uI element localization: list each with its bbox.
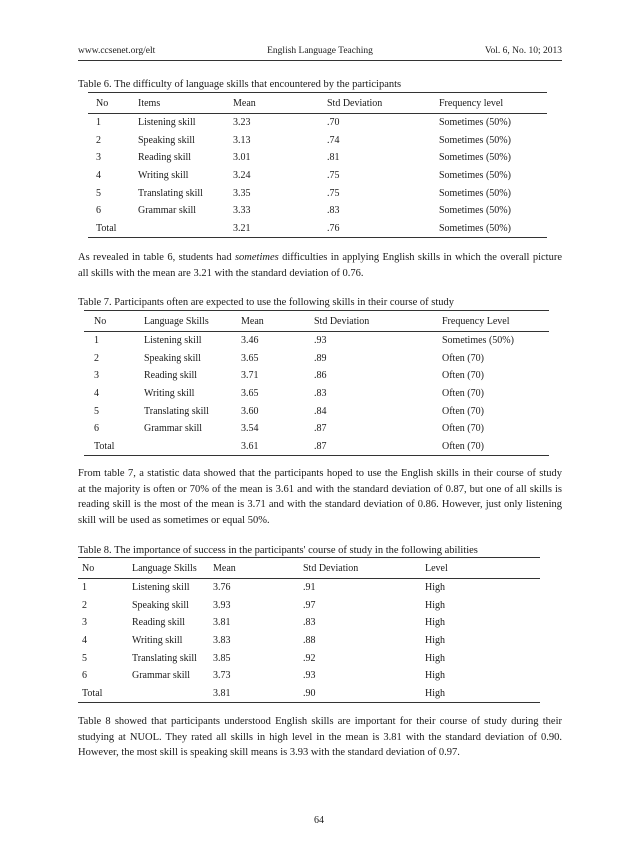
cell-no: 2 xyxy=(94,352,99,364)
paragraph-table8-discussion xyxy=(78,714,562,761)
cell-std: .75 xyxy=(327,187,340,199)
table7-header-row xyxy=(84,311,549,332)
table8-col-level: Level xyxy=(425,558,540,579)
cell-mean: 3.46 xyxy=(241,335,259,347)
table7 xyxy=(84,310,549,456)
cell-std: .81 xyxy=(327,152,340,164)
cell-skill: Grammar skill xyxy=(132,670,191,682)
cell-level: Often (70) xyxy=(442,388,484,400)
cell-std: .70 xyxy=(327,117,340,129)
paragraph-table7-discussion xyxy=(78,466,562,528)
cell-skill: Reading skill xyxy=(132,617,186,629)
cell-mean: 3.65 xyxy=(241,352,259,364)
paragraph-line: From table 7, a statistic data showed that the participants hoped to use the English skills in their course of study xyxy=(78,468,562,479)
cell-mean: 3.71 xyxy=(241,370,259,382)
paragraph-line: at the majority is often or 70% of the mean is 3.61 and with the standard deviation of 0.87, but one of all skills is xyxy=(78,483,562,495)
paragraph-line: Table 8 showed that participants understood English skills are important for their course of study during their xyxy=(78,716,562,727)
table6-col-no: No xyxy=(88,93,138,114)
cell-mean: 3.13 xyxy=(233,134,251,146)
table-row xyxy=(88,114,547,132)
table-total-row xyxy=(84,438,549,456)
cell-level: High xyxy=(425,582,445,594)
cell-std: .83 xyxy=(327,205,340,217)
cell-skill: Listening skill xyxy=(144,335,202,347)
cell-level: Often (70) xyxy=(442,352,484,364)
paragraph-line: reading skill is the most of the mean is 3.71 and with the standard deviation of 0.86. However, just only listening xyxy=(78,499,562,511)
cell-skill xyxy=(132,685,213,703)
cell-mean: 3.21 xyxy=(233,220,327,238)
cell-mean: 3.23 xyxy=(233,117,251,129)
cell-std: .87 xyxy=(314,423,327,435)
cell-skill: Writing skill xyxy=(132,635,183,647)
table7-col-std: Std Deviation xyxy=(314,311,442,332)
table8-caption: Table 8. The importance of success in the participants' course of study in the following abilities xyxy=(78,545,478,556)
cell-std: .86 xyxy=(314,370,327,382)
cell-no: 6 xyxy=(96,205,101,217)
cell-no: 1 xyxy=(82,582,87,594)
cell-no: 2 xyxy=(96,134,101,146)
cell-std: .93 xyxy=(314,335,327,347)
cell-std: .91 xyxy=(303,582,316,594)
table6-header-row xyxy=(88,93,547,114)
paragraph-line: studying at NUOL. They rated all skills in high level in the mean is 3.81 with the standard deviation of 0.90. xyxy=(78,731,562,743)
cell-mean: 3.85 xyxy=(213,652,231,664)
table-row xyxy=(88,167,547,185)
header-journal-title: English Language Teaching xyxy=(267,46,373,56)
cell-mean: 3.35 xyxy=(233,187,251,199)
cell-level: High xyxy=(425,685,540,703)
table-row xyxy=(88,132,547,150)
cell-skill: Writing skill xyxy=(144,388,195,400)
cell-level: Often (70) xyxy=(442,405,484,417)
table6 xyxy=(88,92,547,238)
cell-skill: Translating skill xyxy=(138,187,203,199)
paragraph-line: skill will be used as sometimes or equal 50%. xyxy=(78,514,270,526)
cell-level: High xyxy=(425,617,445,629)
cell-no: Total xyxy=(78,685,132,703)
paragraph-line xyxy=(78,250,562,266)
table8-col-language-skills: Language Skills xyxy=(132,558,213,579)
cell-level: Sometimes (50%) xyxy=(439,117,511,129)
cell-no: 3 xyxy=(96,152,101,164)
cell-level: High xyxy=(425,635,445,647)
cell-skill: Reading skill xyxy=(138,152,192,164)
cell-no: 1 xyxy=(94,335,99,347)
cell-skill: Reading skill xyxy=(144,370,198,382)
table-total-row xyxy=(78,685,540,703)
paragraph-table6-discussion xyxy=(78,250,562,281)
cell-mean: 3.65 xyxy=(241,388,259,400)
table7-col-frequency: Frequency Level xyxy=(442,311,549,332)
table8-col-std: Std Deviation xyxy=(303,558,425,579)
cell-mean: 3.24 xyxy=(233,170,251,182)
cell-std: .75 xyxy=(327,170,340,182)
table-row xyxy=(84,420,549,438)
cell-no: 3 xyxy=(94,370,99,382)
cell-skill: Speaking skill xyxy=(138,134,195,146)
table-row xyxy=(88,184,547,202)
cell-no: Total xyxy=(88,220,138,238)
cell-mean: 3.54 xyxy=(241,423,259,435)
cell-no: 3 xyxy=(82,617,87,629)
table7-body xyxy=(84,332,549,456)
table8-col-no: No xyxy=(78,558,132,579)
cell-std: .87 xyxy=(314,438,442,456)
cell-mean: 3.83 xyxy=(213,635,231,647)
cell-level: High xyxy=(425,670,445,682)
cell-level: High xyxy=(425,652,445,664)
table-row xyxy=(84,402,549,420)
paragraph-line: However, the most skill is speaking skill means is 3.93 with the standard deviation of 0.97. xyxy=(78,747,460,759)
cell-level: Sometimes (50%) xyxy=(439,205,511,217)
cell-level: Sometimes (50%) xyxy=(439,134,511,146)
table6-caption: Table 6. The difficulty of language skills that encountered by the participants xyxy=(78,79,402,90)
paragraph-text: As revealed in table 6, students had xyxy=(78,252,235,263)
table-row xyxy=(84,350,549,368)
cell-std: .93 xyxy=(303,670,316,682)
table-row xyxy=(84,332,549,350)
table6-col-mean: Mean xyxy=(233,93,327,114)
header-journal-url: www.ccsenet.org/elt xyxy=(78,46,156,56)
cell-level: Sometimes (50%) xyxy=(439,187,511,199)
cell-std: .83 xyxy=(303,617,316,629)
cell-no: 4 xyxy=(94,388,99,400)
table7-col-language-skills: Language Skills xyxy=(144,311,241,332)
header-rule xyxy=(78,60,562,61)
cell-mean: 3.60 xyxy=(241,405,259,417)
table-row xyxy=(78,632,540,650)
cell-skill: Listening skill xyxy=(132,582,190,594)
cell-mean: 3.93 xyxy=(213,599,231,611)
cell-mean: 3.33 xyxy=(233,205,251,217)
table8-body xyxy=(78,579,540,703)
cell-mean: 3.76 xyxy=(213,582,231,594)
table8-col-mean: Mean xyxy=(213,558,303,579)
paragraph-text: difficulties in applying English skills in which the overall picture xyxy=(278,252,562,263)
table7-col-mean: Mean xyxy=(241,311,314,332)
cell-no: 4 xyxy=(96,170,101,182)
cell-std: .76 xyxy=(327,220,439,238)
table8 xyxy=(78,557,540,703)
cell-level: Often (70) xyxy=(442,423,484,435)
cell-level: Sometimes (50%) xyxy=(439,220,547,238)
table-row xyxy=(84,385,549,403)
cell-level: Often (70) xyxy=(442,438,549,456)
cell-no: 5 xyxy=(96,187,101,199)
cell-no: 1 xyxy=(96,117,101,129)
cell-level: Sometimes (50%) xyxy=(439,152,511,164)
table8-header-row xyxy=(78,558,540,579)
cell-skill: Speaking skill xyxy=(132,599,189,611)
cell-no: 4 xyxy=(82,635,87,647)
cell-skill: Speaking skill xyxy=(144,352,201,364)
cell-skill: Grammar skill xyxy=(138,205,197,217)
cell-no: 5 xyxy=(82,652,87,664)
emphasized-word: sometimes xyxy=(234,252,279,263)
cell-std: .83 xyxy=(314,388,327,400)
cell-std: .74 xyxy=(327,134,340,146)
table-row xyxy=(78,597,540,615)
cell-skill: Listening skill xyxy=(138,117,196,129)
cell-skill xyxy=(144,438,241,456)
table-row xyxy=(84,367,549,385)
cell-skill xyxy=(138,220,233,238)
table-row xyxy=(88,149,547,167)
cell-no: 5 xyxy=(94,405,99,417)
cell-mean: 3.01 xyxy=(233,152,251,164)
cell-no: 2 xyxy=(82,599,87,611)
cell-mean: 3.81 xyxy=(213,685,303,703)
cell-skill: Writing skill xyxy=(138,170,189,182)
cell-std: .84 xyxy=(314,405,327,417)
cell-no: 6 xyxy=(94,423,99,435)
cell-level: Sometimes (50%) xyxy=(442,335,514,347)
cell-level: Often (70) xyxy=(442,370,484,382)
header-volume-info: Vol. 6, No. 10; 2013 xyxy=(484,46,562,56)
cell-no: Total xyxy=(84,438,144,456)
table6-col-std: Std Deviation xyxy=(327,93,439,114)
cell-mean: 3.81 xyxy=(213,617,231,629)
table7-caption: Table 7. Participants often are expected to use the following skills in their course of study xyxy=(78,297,455,308)
cell-no: 6 xyxy=(82,670,87,682)
table6-body xyxy=(88,114,547,238)
table7-col-no: No xyxy=(84,311,144,332)
cell-mean: 3.61 xyxy=(241,438,314,456)
cell-std: .97 xyxy=(303,599,316,611)
table-row xyxy=(78,649,540,667)
cell-skill: Translating skill xyxy=(132,652,197,664)
table-row xyxy=(78,614,540,632)
cell-skill: Grammar skill xyxy=(144,423,203,435)
table-row xyxy=(88,202,547,220)
cell-std: .92 xyxy=(303,652,316,664)
cell-std: .90 xyxy=(303,685,425,703)
cell-std: .88 xyxy=(303,635,316,647)
table-row xyxy=(78,579,540,597)
page-number: 64 xyxy=(314,815,324,826)
cell-mean: 3.73 xyxy=(213,670,231,682)
cell-std: .89 xyxy=(314,352,327,364)
cell-level: High xyxy=(425,599,445,611)
cell-skill: Translating skill xyxy=(144,405,209,417)
table-row xyxy=(78,667,540,685)
table-total-row xyxy=(88,220,547,238)
paragraph-line: all skills with the mean are 3.21 with the standard deviation of 0.76. xyxy=(78,267,364,279)
table6-col-frequency: Frequency level xyxy=(439,93,547,114)
table6-col-items: Items xyxy=(138,93,233,114)
cell-level: Sometimes (50%) xyxy=(439,170,511,182)
